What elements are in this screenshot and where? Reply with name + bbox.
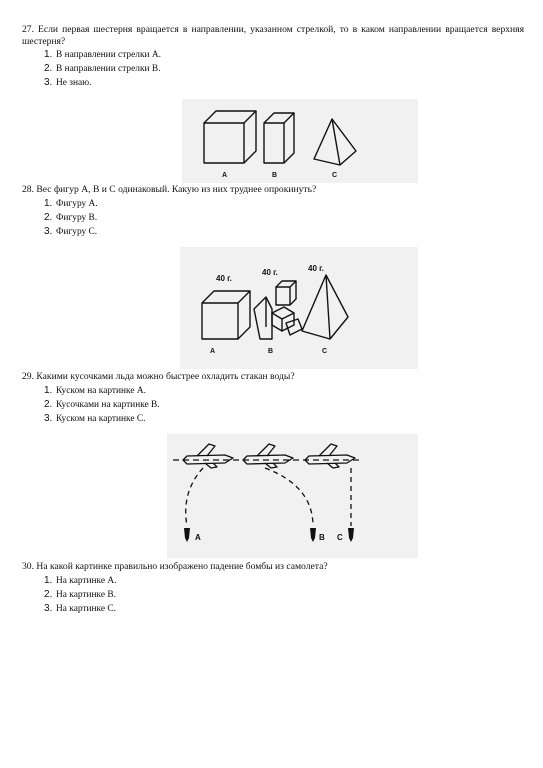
question-29 <box>22 371 524 426</box>
ice-c-label: C <box>322 348 328 355</box>
question-27-text: 27. Если первая шестерня вращается в направлении, указанном стрелкой, то в каком направлении вращается верхняя шестерня? <box>22 24 524 47</box>
question-28-options <box>22 197 524 239</box>
bomb-c-label: C <box>337 533 343 542</box>
option-27-3[interactable]: 3. Не знаю. <box>44 77 92 89</box>
plane-b-icon <box>243 444 293 468</box>
plane-icons <box>183 444 355 468</box>
option-28-3[interactable]: 3. Фигуру С. <box>44 225 98 237</box>
ice-b-label: B <box>268 348 274 355</box>
option-29-2[interactable]: 2. Кусочками на картинке В. <box>44 398 160 410</box>
ice-a-cube <box>202 291 250 339</box>
option-30-3[interactable]: 3. На картинке С. <box>44 602 116 614</box>
question-28-text: 28. Вес фигур А, В и С одинаковый. Какую из них труднее опрокинуть? <box>22 184 317 195</box>
question-28 <box>22 184 524 239</box>
option-29-1[interactable]: 1. Куском на картинке А. <box>44 384 146 396</box>
bomb-trajectories <box>186 468 351 526</box>
figure-bombs <box>167 434 418 558</box>
figure-shapes <box>182 99 418 183</box>
bomb-c-icon <box>348 528 354 542</box>
bomb-b-icon <box>310 528 316 542</box>
question-27-options <box>22 48 524 90</box>
question-30-options <box>22 574 524 616</box>
bomb-b-label: B <box>319 533 325 542</box>
bombs-illustration <box>167 434 418 558</box>
trajectory-b <box>265 468 313 526</box>
ice-c-pyramid <box>302 275 348 339</box>
option-28-2[interactable]: 2. Фигуру В. <box>44 211 98 223</box>
option-28-1[interactable]: 1. Фигуру А. <box>44 197 98 209</box>
ice-illustration <box>180 247 418 369</box>
question-30 <box>22 561 524 616</box>
question-29-text: 29. Какими кусочками льда можно быстрее охладить стакан воды? <box>22 371 295 382</box>
question-30-text: 30. На какой картинке правильно изображено падение бомбы из самолета? <box>22 561 328 572</box>
ice-a-label: A <box>210 348 216 355</box>
bomb-a-icon <box>184 528 190 542</box>
question-27 <box>22 24 524 90</box>
plane-c-icon <box>305 444 355 468</box>
option-30-1[interactable]: 1. На картинке А. <box>44 574 117 586</box>
shape-a-label: A <box>222 172 228 179</box>
shape-c-pyramid <box>314 119 356 165</box>
trajectory-a <box>186 468 203 526</box>
figure-ice <box>180 247 418 369</box>
shape-a-cube <box>204 111 256 163</box>
ice-a-weight: 40 г. <box>216 274 232 283</box>
shape-c-label: C <box>332 172 338 179</box>
ice-b-pieces <box>254 281 302 339</box>
ice-c-weight: 40 г. <box>308 264 324 273</box>
ice-b-weight: 40 г. <box>262 268 278 277</box>
shape-b-label: B <box>272 172 278 179</box>
question-29-options <box>22 384 524 426</box>
option-30-2[interactable]: 2. На картинке В. <box>44 588 116 600</box>
shape-b-box <box>264 113 294 163</box>
bomb-icons <box>184 528 354 542</box>
shapes-illustration <box>182 99 418 183</box>
option-29-3[interactable]: 3. Куском на картинке С. <box>44 412 146 424</box>
option-27-1[interactable]: 1. В направлении стрелки А. <box>44 49 161 61</box>
bomb-a-label: A <box>195 533 201 542</box>
plane-a-icon <box>183 444 233 468</box>
option-27-2[interactable]: 2. В направлении стрелки В. <box>44 63 161 75</box>
